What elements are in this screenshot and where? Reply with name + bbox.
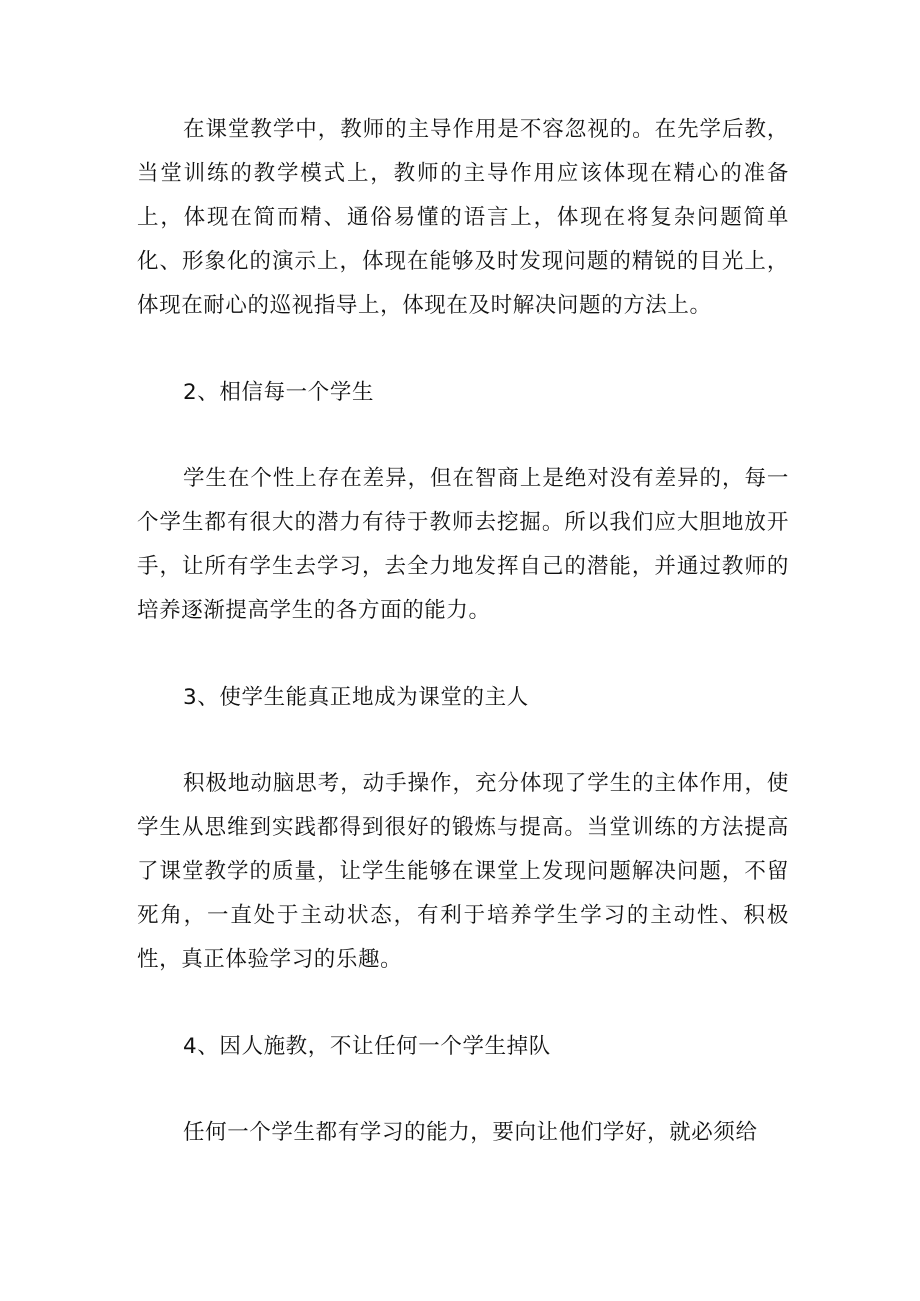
document-page <box>137 108 789 1155</box>
body-paragraph-teacher-role: 在课堂教学中，教师的主导作用是不容忽视的。在先学后教，当堂训练的教学模式上，教师的主导作用应该体现在精心的准备上，体现在简而精、通俗易懂的语言上，体现在将复杂问题简单化、形象化的演示上，体现在能够及时发现问题的精锐的目光上，体现在耐心的巡视指导上，体现在及时解决问题的方法上。 <box>137 117 789 318</box>
body-paragraph-no-student-left-behind: 任何一个学生都有学习的能力，要向让他们学好，就必须给 <box>183 1120 758 1145</box>
paragraph-spacer <box>137 633 789 676</box>
section-heading-4: 4、因人施教，不让任何一个学生掉队 <box>183 1034 551 1059</box>
body-paragraph-students-as-masters: 积极地动脑思考，动手操作，充分体现了学生的主体作用，使学生从思维到实践都得到很好的锻炼与提高。当堂训练的方法提高了课堂教学的质量，让学生能够在课堂上发现问题解决问题，不留死角，一直处于主动状态，有利于培养学生学习的主动性、积极性，真正体验学习的乐趣。 <box>137 771 789 972</box>
paragraph-spacer <box>137 415 789 457</box>
paragraph-spacer <box>137 720 789 762</box>
body-paragraph-believe-students: 学生在个性上存在差异，但在智商上是绝对没有差异的，每一个学生都有很大的潜力有待于教师去挖掘。所以我们应大胆地放开手，让所有学生去学习，去全力地发挥自己的潜能，并通过教师的培养逐渐提高学生的各方面的能力。 <box>137 466 789 623</box>
section-heading-3: 3、使学生能真正地成为课堂的主人 <box>183 685 529 710</box>
paragraph-spacer <box>137 1069 789 1111</box>
paragraph-spacer <box>137 328 789 371</box>
paragraph-spacer <box>137 982 789 1025</box>
section-heading-2: 2、相信每一个学生 <box>183 380 375 405</box>
